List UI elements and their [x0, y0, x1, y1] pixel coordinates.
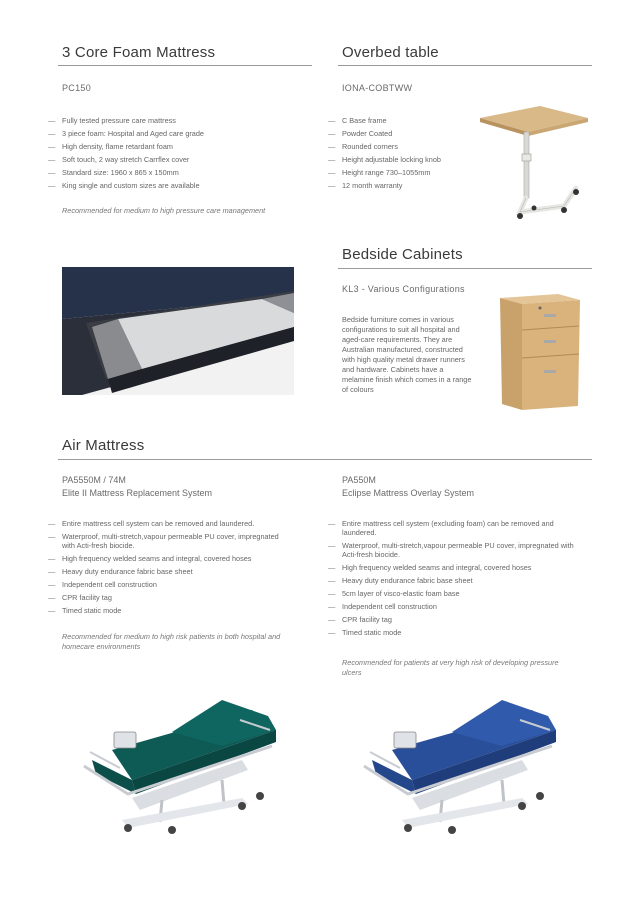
list-item: — C Base frame	[328, 116, 488, 125]
list-item: — High frequency welded seams and integral, covered hoses	[48, 554, 288, 563]
foam-title-rule	[58, 65, 312, 66]
cabinets-title: Bedside Cabinets	[342, 246, 463, 263]
hospital-bed-green-image	[72, 690, 288, 836]
list-item: — Timed static mode	[328, 628, 576, 637]
air-title-rule	[58, 459, 592, 460]
overbed-table-image	[478, 104, 590, 222]
list-item: — King single and custom sizes are available	[48, 181, 318, 190]
list-item: — Powder Coated	[328, 129, 488, 138]
list-item: — Fully tested pressure care mattress	[48, 116, 318, 125]
list-item: — Timed static mode	[48, 606, 288, 615]
list-item: — Heavy duty endurance fabric base sheet	[328, 576, 576, 585]
bedside-cabinet-image	[498, 292, 582, 412]
list-item: — Standard size: 1960 x 865 x 150mm	[48, 168, 318, 177]
foam-mattress-image	[62, 267, 294, 395]
list-item: — Soft touch, 2 way stretch Carrflex cover	[48, 155, 318, 164]
list-item: — CPR facility tag	[328, 615, 576, 624]
air-left-bullet-list	[48, 519, 288, 619]
list-item: — Independent cell construction	[328, 602, 576, 611]
overbed-title: Overbed table	[342, 44, 439, 61]
air-right-bullet-list	[328, 519, 576, 641]
list-item: — 5cm layer of visco-elastic foam base	[328, 589, 576, 598]
air-left-model: PA5550M / 74M	[62, 475, 126, 485]
list-item: — Height range 730–1055mm	[328, 168, 488, 177]
list-item: — 3 piece foam: Hospital and Aged care grade	[48, 129, 318, 138]
list-item: — Rounded corners	[328, 142, 488, 151]
list-item: — Height adjustable locking knob	[328, 155, 488, 164]
list-item: — Waterproof, multi-stretch,vapour permeable PU cover, impregnated with Acti-fresh biocide.	[328, 541, 576, 559]
foam-code: PC150	[62, 83, 92, 93]
list-item: — Waterproof, multi-stretch,vapour permeable PU cover, impregnated with Acti-fresh biocide.	[48, 532, 288, 550]
overbed-title-rule	[338, 65, 592, 66]
cabinets-title-rule	[338, 268, 592, 269]
list-item: — Independent cell construction	[48, 580, 288, 589]
list-item: — High density, flame retardant foam	[48, 142, 318, 151]
air-right-model: PA550M	[342, 475, 376, 485]
overbed-bullet-list	[328, 116, 488, 194]
air-right-name: Eclipse Mattress Overlay System	[342, 488, 475, 498]
list-item: — Entire mattress cell system (excluding foam) can be removed and laundered.	[328, 519, 576, 537]
air-title: Air Mattress	[62, 437, 145, 454]
list-item: — Heavy duty endurance fabric base sheet	[48, 567, 288, 576]
list-item: — Entire mattress cell system can be removed and laundered.	[48, 519, 288, 528]
air-right-note: Recommended for patients at very high risk of developing pressure ulcers	[342, 658, 559, 677]
air-left-note: Recommended for medium to high risk patients in both hospital and homecare environments	[62, 632, 281, 651]
list-item: — 12 month warranty	[328, 181, 488, 190]
list-item: — CPR facility tag	[48, 593, 288, 602]
foam-bullet-list	[48, 116, 318, 194]
foam-note: Recommended for medium to high pressure care management	[62, 206, 266, 215]
air-left-name: Elite II Mattress Replacement System	[62, 488, 213, 498]
overbed-code: IONA-COBTWW	[342, 83, 413, 93]
foam-title: 3 Core Foam Mattress	[62, 44, 216, 61]
cabinets-description: Bedside furniture comes in various configurations to suit all hospital and aged-care requirements. They are Australian manufactured, constructed with high quality metal drawer runners and hardware. Cabinets have a melamine finish which comes in a range of colours	[342, 315, 472, 394]
hospital-bed-blue-image	[352, 690, 568, 836]
cabinets-code: KL3 - Various Configurations	[342, 284, 465, 294]
list-item: — High frequency welded seams and integral, covered hoses	[328, 563, 576, 572]
